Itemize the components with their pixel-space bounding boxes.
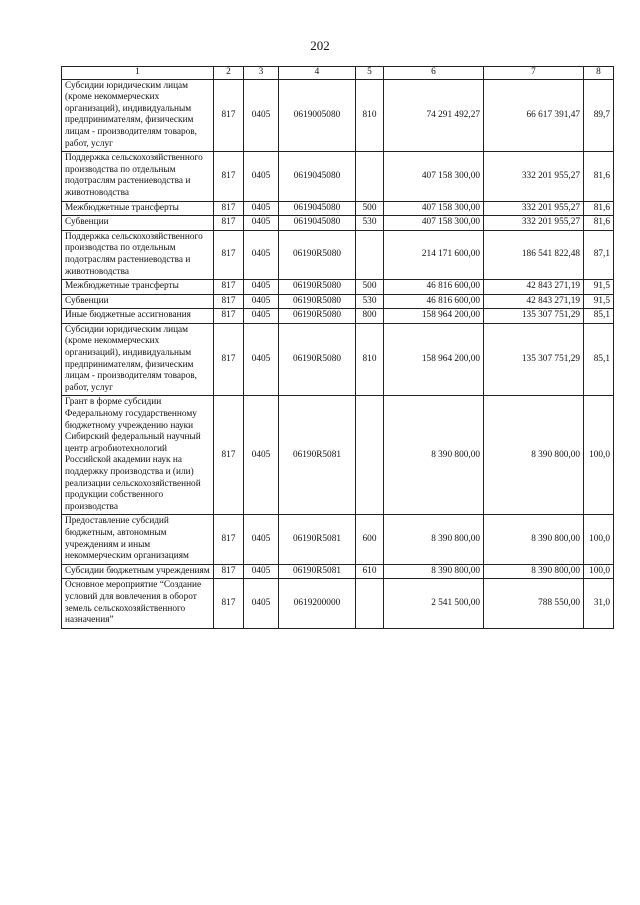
- section-code-cell: 0405: [244, 564, 279, 579]
- expense-type-cell: 530: [356, 294, 384, 309]
- target-article-cell: 06190R5081: [279, 564, 356, 579]
- planned-amount-cell: 8 390 800,00: [384, 564, 484, 579]
- planned-amount-cell: 158 964 200,00: [384, 323, 484, 396]
- planned-amount-cell: 407 158 300,00: [384, 216, 484, 231]
- expense-type-cell: 530: [356, 216, 384, 231]
- target-article-cell: 06190R5080: [279, 280, 356, 295]
- section-code-cell: 0405: [244, 294, 279, 309]
- target-article-cell: 06190R5081: [279, 396, 356, 515]
- percent-cell: 91,5: [584, 280, 614, 295]
- table-row: [62, 294, 614, 309]
- actual-amount-cell: 42 843 271,19: [484, 294, 584, 309]
- target-article-cell: 0619045080: [279, 216, 356, 231]
- table-row: [62, 79, 614, 152]
- grbs-code-cell: 817: [214, 309, 244, 324]
- target-article-cell: 06190R5080: [279, 309, 356, 324]
- row-name-cell: Иные бюджетные ассигнования: [62, 309, 214, 324]
- section-code-cell: 0405: [244, 579, 279, 628]
- row-name-cell: Субсидии бюджетным учреждениям: [62, 564, 214, 579]
- percent-cell: 81,6: [584, 152, 614, 201]
- table-header-row: [62, 67, 614, 80]
- header-cell: 2: [214, 67, 244, 80]
- section-code-cell: 0405: [244, 323, 279, 396]
- percent-cell: 85,1: [584, 309, 614, 324]
- planned-amount-cell: 46 816 600,00: [384, 294, 484, 309]
- target-article-cell: 06190R5080: [279, 230, 356, 279]
- expense-type-cell: [356, 396, 384, 515]
- percent-cell: 85,1: [584, 323, 614, 396]
- grbs-code-cell: 817: [214, 294, 244, 309]
- grbs-code-cell: 817: [214, 515, 244, 564]
- expense-type-cell: 610: [356, 564, 384, 579]
- actual-amount-cell: 186 541 822,48: [484, 230, 584, 279]
- target-article-cell: 0619045080: [279, 152, 356, 201]
- table-row: [62, 564, 614, 579]
- section-code-cell: 0405: [244, 216, 279, 231]
- expense-type-cell: 810: [356, 323, 384, 396]
- table-row: [62, 323, 614, 396]
- actual-amount-cell: 8 390 800,00: [484, 515, 584, 564]
- table-body: [62, 67, 614, 629]
- row-name-cell: Субсидии юридическим лицам (кроме некоммерческих организаций), индивидуальным предпринимателям, физическим лицам - производителям товаров, работ, услуг: [62, 79, 214, 152]
- planned-amount-cell: 46 816 600,00: [384, 280, 484, 295]
- target-article-cell: 0619045080: [279, 201, 356, 216]
- section-code-cell: 0405: [244, 201, 279, 216]
- target-article-cell: 0619005080: [279, 79, 356, 152]
- target-article-cell: 06190R5081: [279, 515, 356, 564]
- percent-cell: 81,6: [584, 201, 614, 216]
- table-row: [62, 396, 614, 515]
- actual-amount-cell: 332 201 955,27: [484, 216, 584, 231]
- expense-type-cell: 600: [356, 515, 384, 564]
- grbs-code-cell: 817: [214, 79, 244, 152]
- row-name-cell: Поддержка сельскохозяйственного производства по отдельным подотраслям растениеводства и животноводства: [62, 230, 214, 279]
- percent-cell: 87,1: [584, 230, 614, 279]
- table-row: [62, 216, 614, 231]
- row-name-cell: Поддержка сельскохозяйственного производства по отдельным подотраслям растениеводства и животноводства: [62, 152, 214, 201]
- section-code-cell: 0405: [244, 396, 279, 515]
- row-name-cell: Основное мероприятие “Создание условий для вовлечения в оборот земель сельскохозяйственного назначения”: [62, 579, 214, 628]
- header-cell: 6: [384, 67, 484, 80]
- grbs-code-cell: 817: [214, 564, 244, 579]
- grbs-code-cell: 817: [214, 280, 244, 295]
- actual-amount-cell: 8 390 800,00: [484, 564, 584, 579]
- planned-amount-cell: 8 390 800,00: [384, 396, 484, 515]
- table-row: [62, 201, 614, 216]
- percent-cell: 89,7: [584, 79, 614, 152]
- target-article-cell: 0619200000: [279, 579, 356, 628]
- header-cell: 7: [484, 67, 584, 80]
- expense-type-cell: [356, 152, 384, 201]
- row-name-cell: Субвенции: [62, 294, 214, 309]
- actual-amount-cell: 66 617 391,47: [484, 79, 584, 152]
- percent-cell: 81,6: [584, 216, 614, 231]
- target-article-cell: 06190R5080: [279, 323, 356, 396]
- row-name-cell: Предоставление субсидий бюджетным, автономным учреждениям и иным некоммерческим организациям: [62, 515, 214, 564]
- percent-cell: 100,0: [584, 515, 614, 564]
- header-cell: 4: [279, 67, 356, 80]
- actual-amount-cell: 788 550,00: [484, 579, 584, 628]
- section-code-cell: 0405: [244, 280, 279, 295]
- planned-amount-cell: 74 291 492,27: [384, 79, 484, 152]
- section-code-cell: 0405: [244, 230, 279, 279]
- table-row: [62, 515, 614, 564]
- actual-amount-cell: 135 307 751,29: [484, 309, 584, 324]
- actual-amount-cell: 332 201 955,27: [484, 152, 584, 201]
- grbs-code-cell: 817: [214, 396, 244, 515]
- actual-amount-cell: 332 201 955,27: [484, 201, 584, 216]
- expense-type-cell: 500: [356, 280, 384, 295]
- expense-type-cell: [356, 579, 384, 628]
- budget-table: [61, 66, 614, 629]
- grbs-code-cell: 817: [214, 152, 244, 201]
- table-row: [62, 280, 614, 295]
- grbs-code-cell: 817: [214, 323, 244, 396]
- section-code-cell: 0405: [244, 515, 279, 564]
- row-name-cell: Субсидии юридическим лицам (кроме некоммерческих организаций), индивидуальным предпринимателям, физическим лицам - производителям товаров, работ, услуг: [62, 323, 214, 396]
- planned-amount-cell: 407 158 300,00: [384, 152, 484, 201]
- grbs-code-cell: 817: [214, 579, 244, 628]
- planned-amount-cell: 214 171 600,00: [384, 230, 484, 279]
- page-number: 202: [310, 38, 330, 53]
- expense-type-cell: 810: [356, 79, 384, 152]
- grbs-code-cell: 817: [214, 201, 244, 216]
- section-code-cell: 0405: [244, 79, 279, 152]
- grbs-code-cell: 817: [214, 230, 244, 279]
- expense-type-cell: [356, 230, 384, 279]
- table-row: [62, 579, 614, 628]
- planned-amount-cell: 8 390 800,00: [384, 515, 484, 564]
- header-cell: 8: [584, 67, 614, 80]
- actual-amount-cell: 42 843 271,19: [484, 280, 584, 295]
- percent-cell: 91,5: [584, 294, 614, 309]
- expense-type-cell: 800: [356, 309, 384, 324]
- planned-amount-cell: 2 541 500,00: [384, 579, 484, 628]
- table-row: [62, 309, 614, 324]
- planned-amount-cell: 158 964 200,00: [384, 309, 484, 324]
- header-cell: 5: [356, 67, 384, 80]
- row-name-cell: Субвенции: [62, 216, 214, 231]
- header-cell: 3: [244, 67, 279, 80]
- expense-type-cell: 500: [356, 201, 384, 216]
- table-row: [62, 230, 614, 279]
- row-name-cell: Межбюджетные трансферты: [62, 201, 214, 216]
- actual-amount-cell: 135 307 751,29: [484, 323, 584, 396]
- grbs-code-cell: 817: [214, 216, 244, 231]
- percent-cell: 100,0: [584, 396, 614, 515]
- table-row: [62, 152, 614, 201]
- target-article-cell: 06190R5080: [279, 294, 356, 309]
- section-code-cell: 0405: [244, 309, 279, 324]
- actual-amount-cell: 8 390 800,00: [484, 396, 584, 515]
- header-cell: 1: [62, 67, 214, 80]
- row-name-cell: Межбюджетные трансферты: [62, 280, 214, 295]
- section-code-cell: 0405: [244, 152, 279, 201]
- percent-cell: 100,0: [584, 564, 614, 579]
- planned-amount-cell: 407 158 300,00: [384, 201, 484, 216]
- percent-cell: 31,0: [584, 579, 614, 628]
- row-name-cell: Грант в форме субсидии Федеральному государственному бюджетному учреждению науки Сибирский федеральный научный центр агробиотехнологий Российской академии наук на поддержку производства и (или) реализации сельскохозяйственной продукции собственного производства: [62, 396, 214, 515]
